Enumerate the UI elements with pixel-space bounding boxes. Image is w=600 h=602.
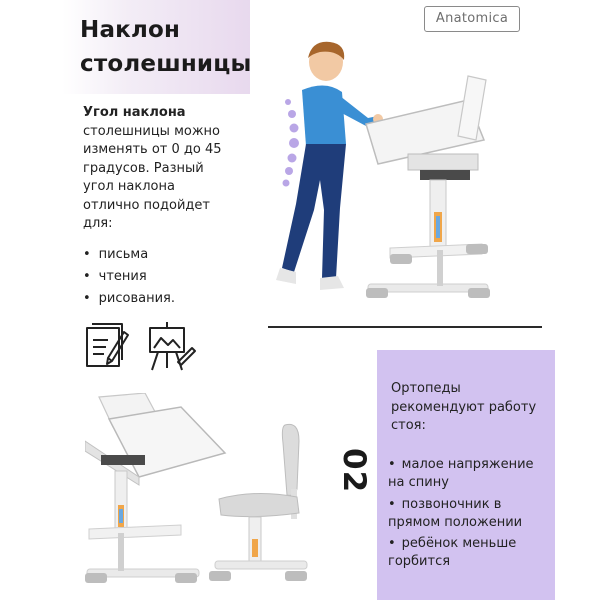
bullet: • (388, 496, 396, 512)
list-item (388, 456, 548, 493)
hero-illustration (270, 40, 500, 314)
description (83, 104, 233, 234)
title-line-2: столешницы (80, 51, 252, 77)
benefit-text: позвоночник в прямом положении (388, 496, 523, 530)
benefit-text: ребёнок меньше горбится (388, 536, 517, 570)
description-bold: Угол наклона (83, 105, 186, 120)
desk (85, 393, 225, 583)
benefits-list (388, 456, 548, 575)
page-title (80, 13, 252, 81)
uses-list (83, 244, 175, 310)
motion-dots (283, 99, 300, 187)
writing-icon (87, 324, 128, 366)
list-item (388, 496, 548, 533)
list-item: • чтения (83, 266, 175, 288)
easel-icon (150, 322, 195, 370)
section-divider (268, 326, 542, 328)
standing-boy (276, 42, 383, 290)
list-item (388, 535, 548, 572)
benefit-text: малое напряжение на спину (388, 457, 534, 491)
bullet: • (388, 457, 396, 472)
bullet: • (388, 536, 396, 552)
section-number: 02 (336, 448, 372, 494)
desk-chair-illustration (85, 393, 325, 602)
list-item: • письма (83, 244, 175, 266)
description-text: столешницы можно изменять от 0 до 45 градусов. Разный угол наклона отлично подойдет для: (83, 123, 222, 231)
list-item: • рисования. (83, 288, 175, 310)
chair (209, 424, 307, 581)
recommendation-text: Ортопеды рекомендуют работу стоя: (391, 381, 537, 433)
icons-row (84, 318, 204, 378)
standing-desk (366, 76, 490, 298)
brand-logo: Anatomica (424, 6, 520, 32)
title-line-1: Наклон (80, 17, 181, 43)
